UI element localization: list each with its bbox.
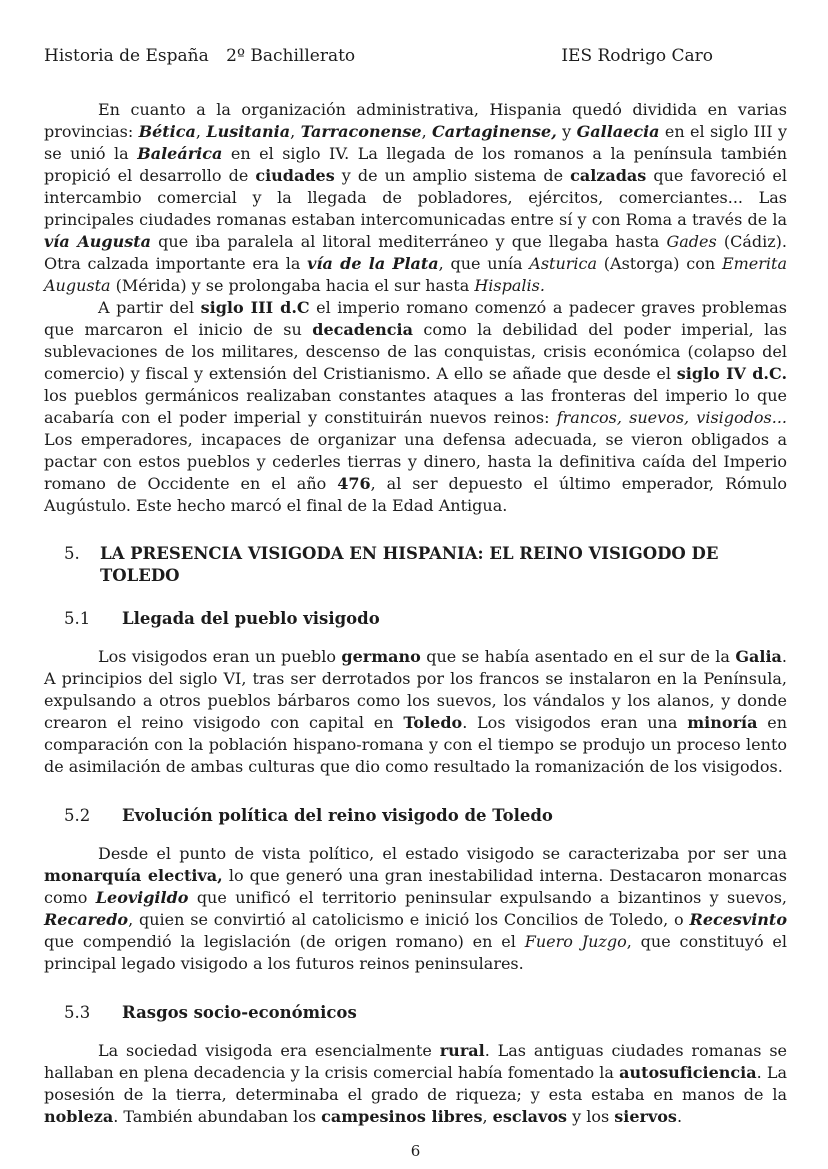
- paragraph-llegada-visigodos: Los visigodos eran un pueblo germano que se había asentado en el sur de la Galia. A principios del siglo VI, tras ser derrotados por los francos se instalaron en la Península, expulsando a otros pueblos bárbaros como los suevos, los vándalos y los alanos, y donde crearon el reino visigodo con capital en Toledo. Los visigodos eran una minoría en comparación con la población hispano-romana y con el tiempo se produjo un proceso lento de asimilación de ambas culturas que dio como resultado la romanización de los visigodos.: [44, 647, 787, 776]
- page-footer: [44, 1140, 787, 1162]
- header-right: [561, 45, 787, 67]
- section-5-title: LA PRESENCIA VISIGODA EN HISPANIA: EL REINO VISIGODO DE TOLEDO: [100, 544, 719, 585]
- section-5-2-heading: [44, 805, 787, 827]
- header-course: 2º Bachillerato: [226, 46, 356, 66]
- section-5-1-heading: [44, 608, 787, 630]
- paragraph-organizacion-administrativa: En cuanto a la organización administrativa, Hispania quedó dividida en varias provincias: Bética, Lusitania, Tarraconense, Cartaginense, y Gallaecia en el siglo III y se unió la Baleárica en el siglo IV. La llegada de los romanos a la península también propició el desarrollo de ciudades y de un amplio sistema de calzadas que favoreció el intercambio comercial y la llegada de pobladores, ejércitos, comerciantes... Las principales ciudades romanas estaban intercomunicadas entre sí y con Roma a través de la vía Augusta que iba paralela al litoral mediterráneo y que llegaba hasta Gades (Cádiz). Otra calzada importante era la vía de la Plata, que unía Asturica (Astorga) con Emerita Augusta (Mérida) y se prolongaba hacia el sur hasta Hispalis.: [44, 100, 788, 295]
- document-body: [44, 99, 787, 1128]
- section-5-2-number: 5.2: [64, 806, 91, 825]
- paragraph-decadencia-imperio: A partir del siglo III d.C el imperio romano comenzó a padecer graves problemas que marcaron el inicio de su decadencia como la debilidad del poder imperial, las sublevaciones de los militares, descenso de las conquistas, crisis económica (colapso del comercio) y fiscal y extensión del Cristianismo. A ello se añade que desde el siglo IV d.C. los pueblos germánicos realizaban constantes ataques a las fronteras del imperio lo que acabaría con el poder imperial y constituirán nuevos reinos: francos, suevos, visigodos... Los emperadores, incapaces de organizar una defensa adecuada, se vieron obligados a pactar con estos pueblos y cederles tierras y dinero, hasta la definitiva caída del Imperio romano de Occidente en el año 476, al ser depuesto el último emperador, Rómulo Augústulo. Este hecho marcó el final de la Edad Antigua.: [44, 298, 788, 515]
- page-header: [44, 45, 787, 67]
- paragraph-evolucion-politica: Desde el punto de vista político, el estado visigodo se caracterizaba por ser una monarquía electiva, lo que generó una gran inestabilidad interna. Destacaron monarcas como Leovigildo que unificó el territorio peninsular expulsando a bizantinos y suevos, Recaredo, quien se convirtió al catolicismo e inició los Concilios de Toledo, o Recesvinto que compendió la legislación (de origen romano) en el Fuero Juzgo, que constituyó el principal legado visigodo a los futuros reinos peninsulares.: [44, 844, 788, 973]
- header-subject: Historia de España: [44, 46, 209, 66]
- section-5-3-number: 5.3: [64, 1003, 91, 1022]
- section-5-heading: [44, 543, 787, 587]
- page-number: 6: [410, 1142, 421, 1160]
- section-5-1-number: 5.1: [64, 609, 91, 628]
- header-school: IES Rodrigo Caro: [561, 46, 713, 66]
- paragraph-rasgos-socioeconomicos: La sociedad visigoda era esencialmente rural. Las antiguas ciudades romanas se hallaban en plena decadencia y la crisis comercial había fomentado la autosuficiencia. La posesión de la tierra, determinaba el grado de riqueza; y esta estaba en manos de la nobleza. También abundaban los campesinos libres, esclavos y los siervos.: [44, 1041, 787, 1126]
- header-left: [44, 45, 355, 67]
- section-5-1-title: Llegada del pueblo visigodo: [122, 609, 380, 628]
- section-5-number: 5.: [64, 544, 80, 563]
- section-5-3-heading: [44, 1002, 787, 1024]
- section-5-2-title: Evolución política del reino visigodo de Toledo: [122, 806, 553, 825]
- section-5-3-title: Rasgos socio-económicos: [122, 1003, 357, 1022]
